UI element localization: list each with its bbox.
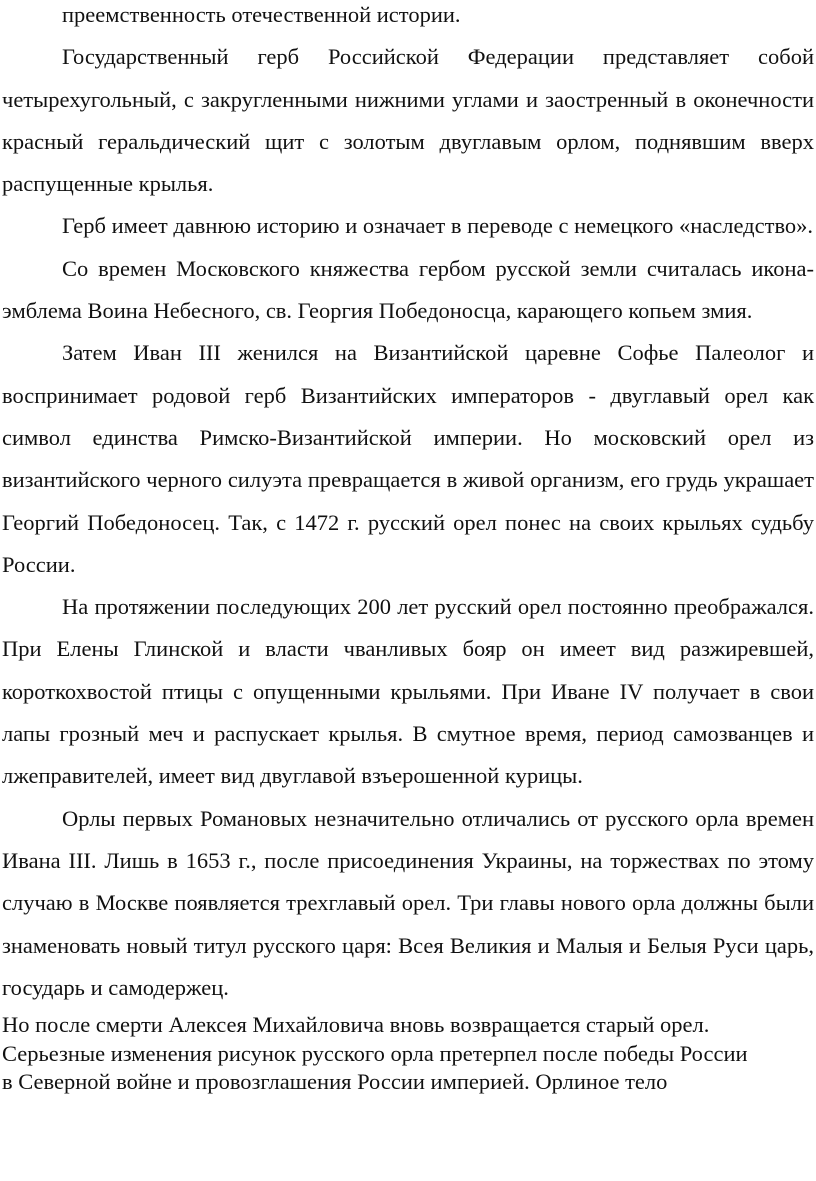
paragraph-ivan-iii: Затем Иван III женился на Византийской царевне Софье Палеолог и воспринимает родовой герб Византийских императоров - двуглавый орел как символ единства Римско-Византийской империи. Но московский орел из византийского черного силуэта превращается в живой организм, его грудь украшает Георгий Победоносец. Так, с 1472 г. русский орел понес на своих крыльях судьбу России. bbox=[2, 340, 814, 577]
paragraph-coat-of-arms-meaning: Герб имеет давнюю историю и означает в переводе с немецкого «наследство». bbox=[62, 213, 814, 239]
tail-line: в Северной войне и провозглашения России империей. Орлиное тело bbox=[2, 1069, 668, 1095]
tail-line: Но после смерти Алексея Михайловича вновь возвращается старый орел. bbox=[2, 1012, 710, 1038]
tail-line: Серьезные изменения рисунок русского орла претерпел после победы России bbox=[2, 1040, 748, 1066]
paragraph-continuation: преемственность отечественной истории. bbox=[62, 2, 461, 27]
paragraph-moscow-principality: Со времен Московского княжества гербом русской земли считалась икона-эмблема Воина Небесного, св. Георгия Победоносца, карающего копьем змия. bbox=[2, 255, 814, 324]
tail-text-block bbox=[0, 1011, 814, 1097]
paragraph-200-years: На протяжении последующих 200 лет русский орел постоянно преображался. При Елены Глинской и власти чванливых бояр он имеет вид разжиревшей, короткохвостой птицы с опущенными крыльями. При Иване IV получает в свои лапы грозный меч и распускает крылья. В смутное время, период самозванцев и лжеправителей, имеет вид двуглавой взъерошенной курицы. bbox=[2, 594, 814, 789]
paragraph-romanovs: Орлы первых Романовых незначительно отличались от русского орла времен Ивана III. Лишь в 1653 г., после присоединения Украины, на торжествах по этому случаю в Москве появляется трехглавый орел. Три главы нового орла должны были знаменовать новый титул русского царя: Всея Великия и Малыя и Белыя Руси царь, государь и самодержец. bbox=[2, 805, 814, 1000]
paragraph-coat-of-arms-description: Государственный герб Российской Федерации представляет собой четырехугольный, с закругленными нижними углами и заостренный в оконечности красный геральдический щит с золотым двуглавым орлом, поднявшим вверх распущенные крылья. bbox=[2, 44, 814, 197]
